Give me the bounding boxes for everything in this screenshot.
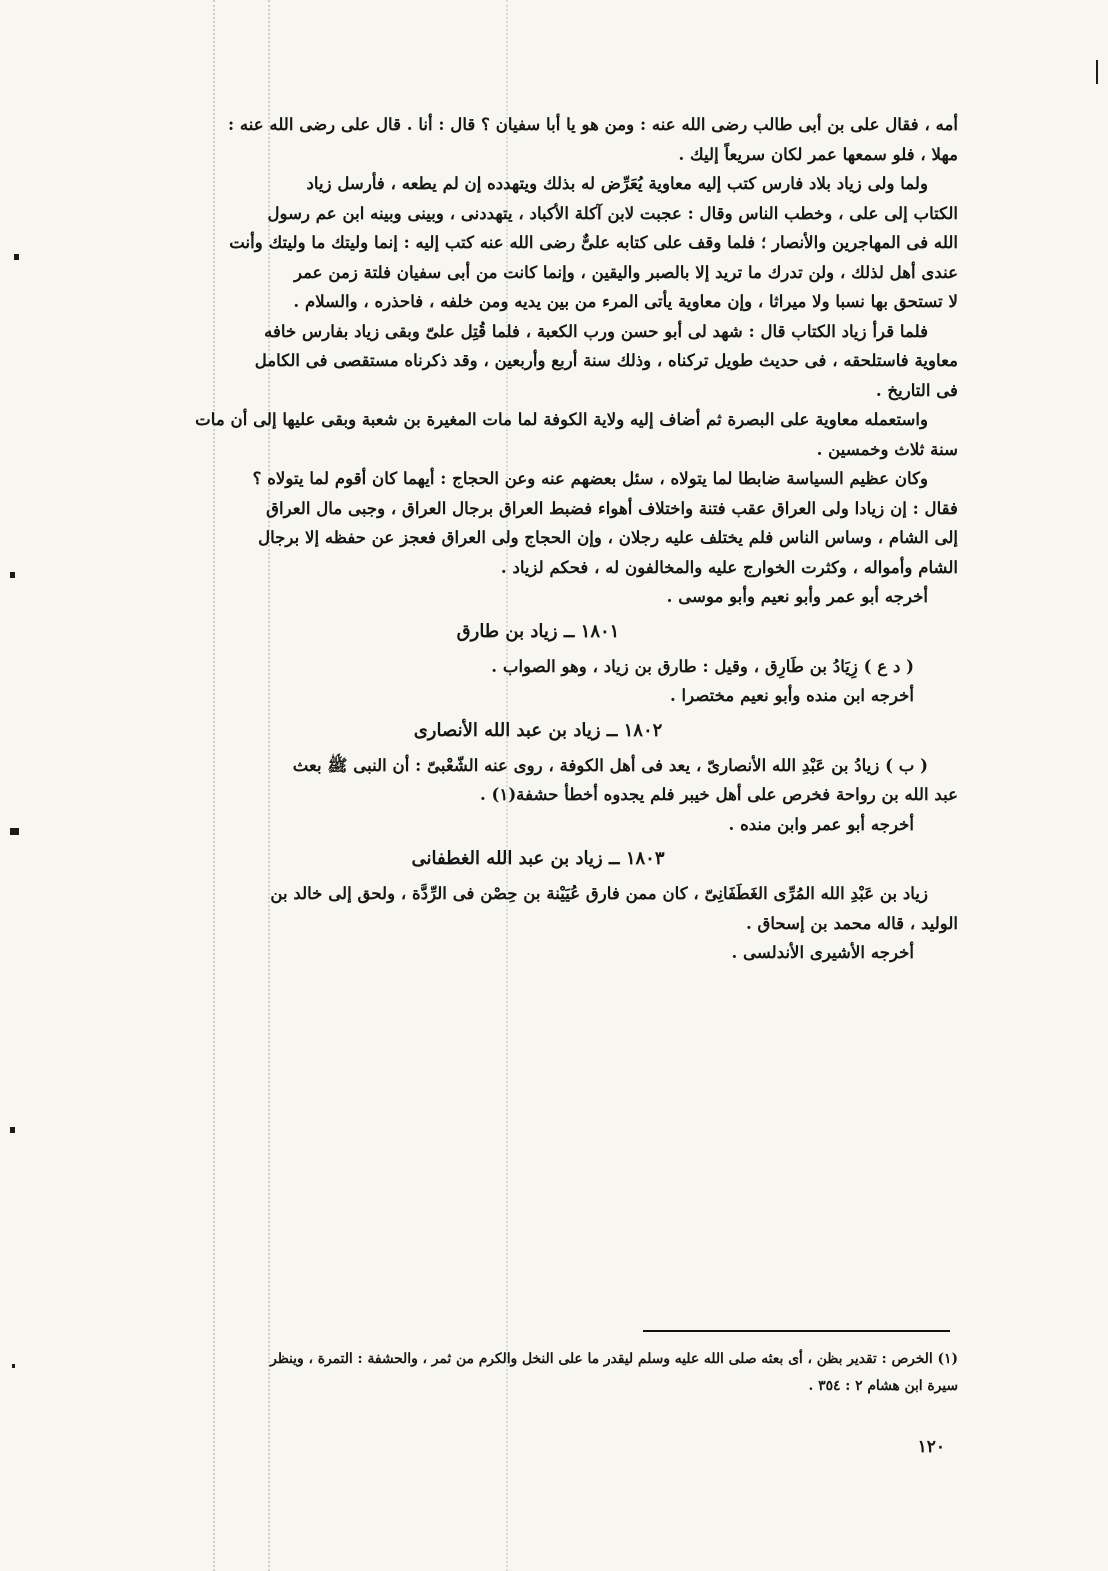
text-line: واستعمله معاوية على البصرة ثم أضاف إليه ولاية الكوفة لما مات المغيرة بن شعبة وبقى عليها إلى أن مات: [195, 409, 928, 429]
text-line: أخرجه أبو عمر وأبو نعيم وأبو موسى .: [666, 586, 928, 606]
entry-heading: ١٨٠١ ــ زياد بن طارق: [456, 620, 620, 642]
text-line: أمه ، فقال على بن أبى طالب رضى الله عنه : ومن هو يا أبا سفيان ؟ قال : أنا . قال على رضى الله عنه :: [227, 114, 958, 134]
entry-1803: [78, 839, 958, 968]
entry-1801: [78, 612, 958, 711]
text-line: وكان عظيم السياسة ضابطا لما يتولاه ، سئل بعضهم عنه وعن الحجاج : أيهما كان أقوم لما يتولاه ؟: [252, 468, 928, 488]
paragraph-4: [78, 405, 958, 464]
paragraph-5: [78, 464, 958, 582]
entry-1802: [78, 711, 958, 840]
footnote-line: (١) الخرص : تقدير بظن ، أى بعثه صلى الله عليه وسلم ليقدر ما على النخل والكرم من ثمر ، والحشفة : التمرة ، وينظر: [270, 1351, 958, 1367]
text-line: ( د ع ) زِيَادُ بن طَارِق ، وقيل : طارق بن زياد ، وهو الصواب .: [491, 655, 914, 676]
margin-mark: [10, 1127, 15, 1133]
entry-heading: ١٨٠٢ ــ زياد بن عبد الله الأنصارى: [413, 719, 663, 741]
text-line: ( ب ) زيادُ بن عَبْدِ الله الأنصارىّ ، يعد فى أهل الكوفة ، روى عنه الشّعْبىّ : أن النبى ﷺ بعث: [292, 754, 928, 775]
text-line: سنة ثلاث وخمسين .: [816, 438, 958, 459]
text-line: الشام وأمواله ، وكثرت الخوارج عليه والمخالفون له ، فحكم لزياد .: [500, 556, 958, 577]
text-line: الكتاب إلى على ، وخطب الناس وقال : عجبت لابن آكلة الأكباد ، يتهددنى ، وبينى وبينه ابن عم رسول: [267, 202, 958, 223]
paragraph-1: [78, 110, 958, 169]
text-line: إلى الشام ، وساس الناس فلم يختلف عليه رجلان ، وإن الحجاج ولى العراق فعجز عن حفظه إلا برجال: [258, 527, 958, 547]
text-line: الوليد ، قاله محمد بن إسحاق .: [745, 912, 958, 933]
text-line: عندى أهل لذلك ، ولن تدرك ما تريد إلا بالصبر واليقين ، وإنما كانت من أبى سفيان فلتة زمن عمر: [293, 261, 958, 282]
text-line: فقال : إن زيادا ولى العراق عقب فتنة واختلاف أهواء فضبط العراق برجال العراق ، وجبى مال العراق: [266, 497, 958, 518]
text-line: فى التاريخ .: [875, 379, 958, 400]
paragraph-3: [78, 317, 958, 406]
margin-mark: [10, 572, 15, 578]
entry-heading: ١٨٠٣ ــ زياد بن عبد الله الغطفانى: [411, 848, 665, 869]
margin-mark: [1096, 60, 1098, 84]
footnote: [78, 1346, 958, 1400]
paragraph-6: [78, 582, 958, 612]
text-line: عبد الله بن رواحة فخرص على أهل خيبر فلم يجدوه أخطأ حشفة(١) .: [480, 784, 958, 804]
margin-mark: [14, 254, 19, 260]
footnote-divider: [643, 1330, 950, 1332]
page-number: ١٢٠: [917, 1437, 945, 1457]
text-line: أخرجه الأشيرى الأندلسى .: [731, 942, 914, 962]
text-line: معاوية فاستلحقه ، فى حديث طويل تركناه ، وذلك سنة أربع وأربعين ، وقد ذكرناه مستقصى فى الكامل: [254, 350, 958, 370]
margin-mark: [10, 828, 19, 835]
text-line: لا تستحق بها نسبا ولا ميراثا ، وإن معاوية يأتى المرء من بين يديه ومن خلفه ، فاحذره ، والسلام .: [293, 291, 958, 311]
text-line: زياد بن عَبْدِ الله المُرِّى الغَطَفَانِىّ ، كان ممن فارق عُيَيْنة بن حِصْن فى الرِّدَّة ، ولحق إلى خالد بن: [270, 883, 928, 903]
text-line: مهلا ، فلو سمعها عمر لكان سريعاً إليك .: [678, 143, 958, 164]
text-line: فلما قرأ زياد الكتاب قال : شهد لى أبو حسن ورب الكعبة ، فلما قُتِل علىّ وبقى زياد بفارس خافه: [264, 320, 928, 341]
margin-mark: [12, 1364, 15, 1368]
text-line: ولما ولى زياد بلاد فارس كتب إليه معاوية يُعَرِّض له بذلك ويتهدده إن لم يطعه ، فأرسل زياد: [306, 173, 928, 193]
footnote-line: سيرة ابن هشام ٢ : ٣٥٤ .: [808, 1378, 958, 1394]
text-line: الله فى المهاجرين والأنصار ؛ فلما وقف على كتابه علىٌّ رضى الله عنه كتب إليه : إنما وليتك ما وليتك وأنت: [229, 232, 958, 252]
text-line: أخرجه أبو عمر وابن منده .: [728, 813, 914, 834]
text-line: أخرجه ابن منده وأبو نعيم مختصرا .: [669, 685, 914, 705]
document-body: [78, 110, 958, 968]
paragraph-2: [78, 169, 958, 317]
